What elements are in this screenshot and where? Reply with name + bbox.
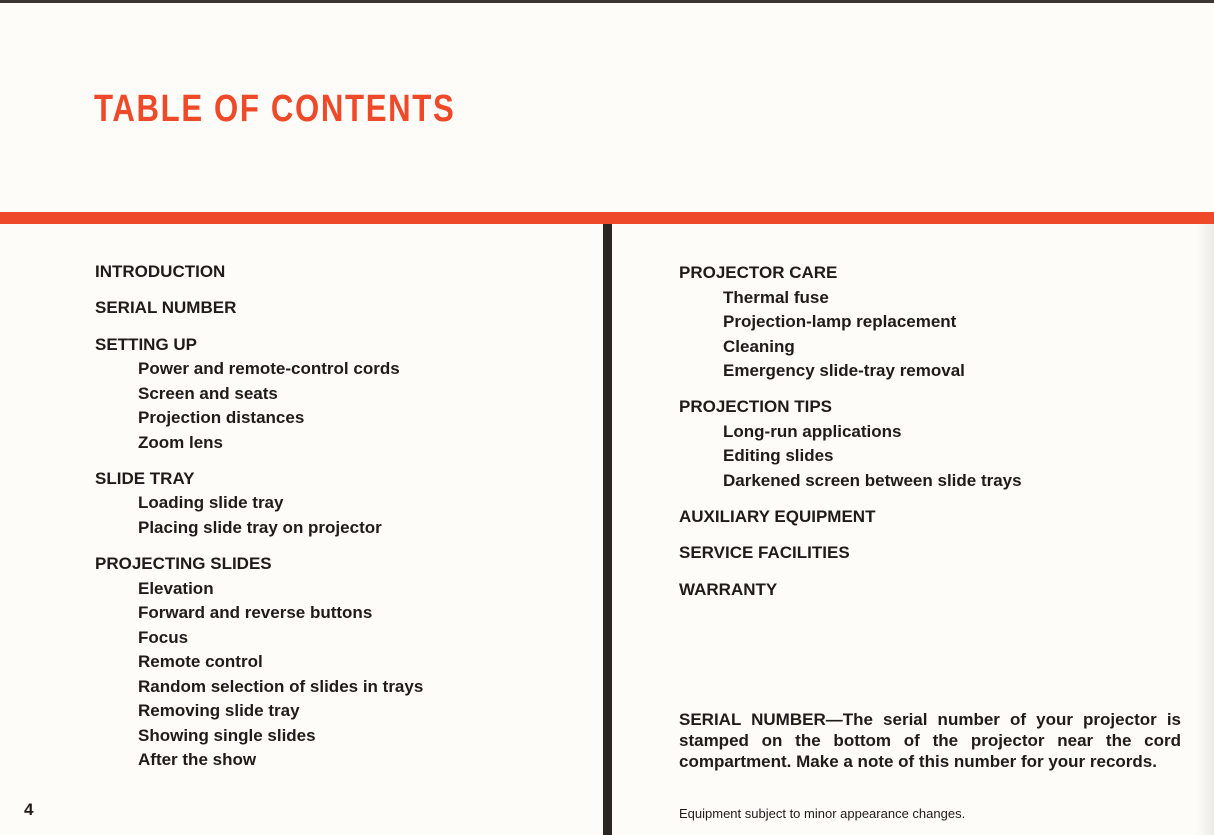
toc-entry-label: Editing slides [723, 446, 834, 466]
accent-band [0, 212, 1214, 224]
page-title: TABLE OF CONTENTS [94, 88, 456, 130]
toc-entry-label: SERVICE FACILITIES [679, 543, 850, 563]
toc-entry-label: AUXILIARY EQUIPMENT [679, 507, 876, 527]
toc-entry-label: SERIAL NUMBER [95, 298, 237, 318]
toc-entry-label: PROJECTION TIPS [679, 397, 833, 417]
toc-entry-label: Removing slide tray [138, 701, 300, 721]
toc-entry-label: INTRODUCTION [95, 262, 226, 281]
page-number: 4 [24, 800, 34, 819]
toc-entry-label: Screen and seats [138, 383, 278, 403]
toc-entry-label: SETTING UP [95, 334, 198, 354]
toc-entry-label: Remote control [138, 652, 263, 672]
toc-entry-label: PROJECTOR CARE [679, 263, 838, 282]
toc-entry-label: Long-run applications [723, 421, 902, 441]
toc-entry-label: Power and remote-control cords [138, 359, 400, 379]
toc-entry-label: After the show [138, 750, 257, 770]
toc-entry-label: Forward and reverse buttons [138, 603, 373, 623]
serial-number-note: SERIAL NUMBER—The serial number of your projector is stamped on the bottom of the projector near the cord compartment. Make a note of this number for your records. [679, 710, 1181, 771]
toc-entry-label: Projection distances [138, 408, 305, 428]
toc-entry-label: Showing single slides [138, 725, 316, 745]
toc-entry-label: Thermal fuse [723, 287, 829, 307]
toc-entry-label: Focus [138, 627, 189, 647]
toc-entry-label: Loading slide tray [138, 493, 284, 513]
page-spine [603, 224, 612, 835]
toc-entry-label: Projection-lamp replacement [723, 312, 957, 331]
toc-entry-label: Cleaning [723, 336, 795, 356]
toc-entry-label: PROJECTING SLIDES [95, 554, 272, 574]
toc-entry-label: Placing slide tray on projector [138, 517, 382, 537]
disclaimer: Equipment subject to minor appearance changes. [679, 806, 966, 821]
toc-entry-label: WARRANTY [679, 579, 778, 599]
toc-entry-label: SLIDE TRAY [95, 468, 195, 488]
toc-entry-label: Random selection of slides in trays [138, 676, 424, 696]
toc-entry-label: Darkened screen between slide trays [723, 470, 1022, 490]
toc-entry-label: Emergency slide-tray removal [723, 361, 965, 380]
top-rule [0, 0, 1214, 3]
toc-entry-label: Elevation [138, 578, 214, 598]
page-edge-shadow [1196, 224, 1214, 835]
toc-entry-label: Zoom lens [138, 432, 224, 452]
